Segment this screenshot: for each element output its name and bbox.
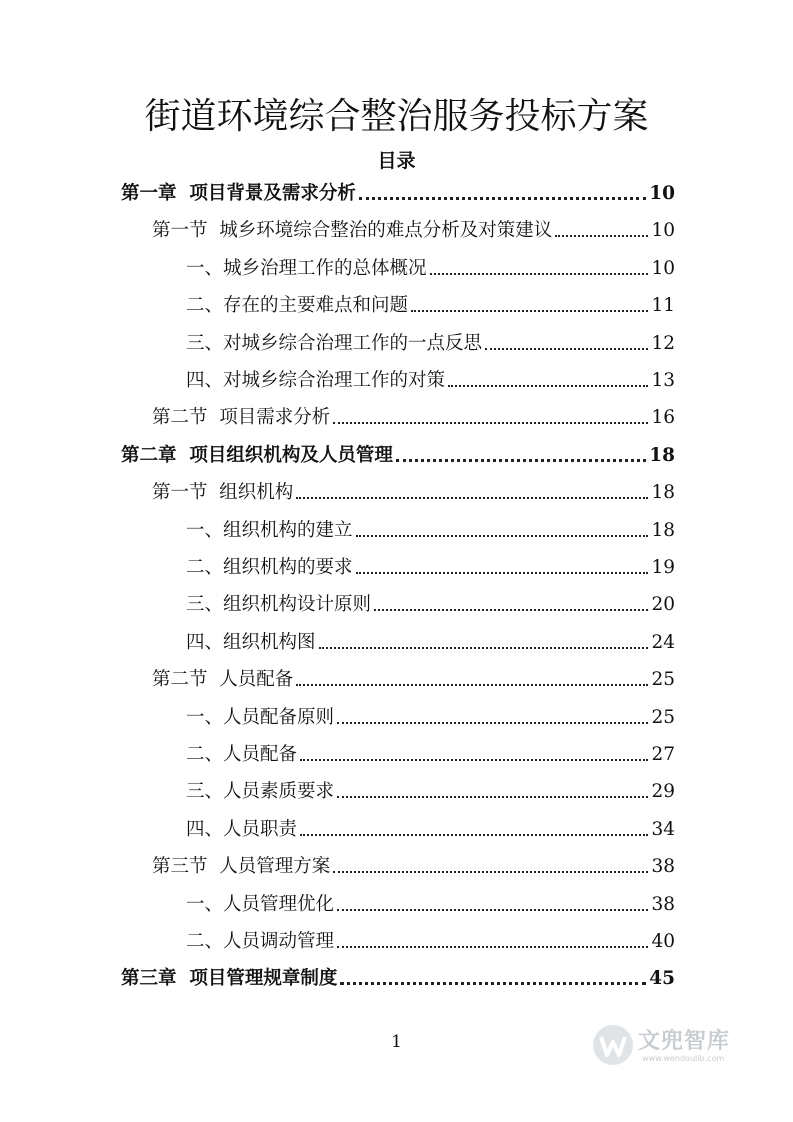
toc-entry-page: 25 (651, 669, 675, 691)
toc-entry-number: 第一节 (152, 482, 220, 504)
toc-entry-label: 对城乡综合治理工作的一点反思 (223, 332, 483, 354)
toc-entry[interactable] (186, 741, 675, 769)
toc-dot-leader (485, 348, 648, 350)
toc-entry[interactable] (186, 330, 675, 358)
toc-dot-leader (448, 385, 648, 387)
toc-entry-number: 三、 (186, 594, 224, 616)
toc-entry-page: 16 (651, 407, 675, 429)
toc-dot-leader (374, 609, 648, 611)
toc-dot-leader (430, 273, 649, 275)
toc-entry-number: 二、 (186, 295, 224, 317)
toc-dot-leader (356, 535, 649, 537)
toc-entry-number: 一、 (186, 519, 224, 541)
toc-dot-leader (555, 235, 648, 237)
toc-entry-page: 10 (649, 183, 675, 204)
toc-entry-number: 四、 (186, 370, 224, 391)
toc-entry-label: 人员素质要求 (223, 781, 335, 803)
toc-dot-leader (319, 647, 649, 649)
toc-entry-number: 二、 (186, 931, 224, 952)
toc-entry[interactable] (186, 591, 675, 619)
toc-dot-leader (337, 796, 648, 798)
toc-entry-page: 18 (651, 482, 675, 504)
toc-entry-label: 人员配备 (223, 744, 298, 765)
toc-entry-label: 人员配备原则 (223, 706, 335, 728)
toc-entry-page: 13 (651, 370, 675, 391)
toc-entry[interactable] (186, 891, 675, 919)
toc-entry-label: 人员管理优化 (223, 893, 335, 915)
toc-dot-leader (359, 197, 646, 200)
toc-entry-label: 人员管理方案 (219, 856, 331, 878)
toc-entry-number: 第一章 (121, 183, 190, 204)
toc-entry[interactable] (186, 704, 675, 732)
toc-entry-page: 19 (651, 557, 675, 578)
toc-entry[interactable] (186, 367, 675, 395)
toc-entry[interactable] (121, 180, 675, 208)
toc-entry-number: 第二章 (121, 444, 190, 466)
toc-entry-number: 一、 (186, 257, 224, 279)
toc-entry-page: 18 (651, 519, 675, 541)
toc-entry-label: 项目需求分析 (219, 407, 331, 429)
toc-entry-label: 组织机构设计原则 (223, 594, 372, 616)
toc-entry-page: 27 (651, 744, 675, 765)
page-number: 1 (391, 1032, 402, 1052)
toc-entry-label: 人员配备 (219, 669, 294, 691)
toc-entry-page: 45 (649, 968, 675, 990)
toc-dot-leader (337, 909, 648, 911)
toc-entry-number: 一、 (186, 706, 224, 728)
toc-entry-label: 对城乡综合治理工作的对策 (223, 370, 446, 391)
toc-dot-leader (356, 572, 649, 574)
toc-entry-label: 项目管理规章制度 (189, 968, 338, 990)
toc-dot-leader (296, 497, 648, 499)
watermark (590, 1020, 755, 1076)
toc-dot-leader (300, 834, 648, 836)
toc-entry-page: 10 (651, 257, 675, 279)
toc-heading: 目录 (377, 150, 416, 172)
toc-entry-page: 11 (651, 295, 675, 317)
toc-entry-label: 城乡治理工作的总体概况 (223, 257, 427, 279)
toc-dot-leader (337, 722, 648, 724)
toc-entry[interactable] (121, 965, 675, 993)
toc-dot-leader (296, 684, 648, 686)
toc-entry[interactable] (186, 778, 675, 806)
toc-entry-label: 城乡环境综合整治的难点分析及对策建议 (219, 220, 553, 242)
toc-entry-page: 29 (651, 781, 675, 803)
toc-entry-page: 38 (651, 893, 675, 915)
toc-dot-leader (411, 310, 648, 312)
toc-entry[interactable] (186, 517, 675, 545)
toc-entry-number: 第二节 (152, 669, 220, 691)
toc-entry-label: 组织机构的建立 (223, 519, 353, 541)
toc-entry[interactable] (186, 292, 675, 320)
toc-entry[interactable] (152, 666, 675, 694)
watermark-brand: 文兜智库 (638, 1029, 731, 1054)
toc-entry[interactable] (186, 629, 675, 657)
toc-dot-leader (333, 871, 648, 873)
toc-dot-leader (340, 982, 646, 985)
toc-entry-label: 项目背景及需求分析 (189, 183, 356, 204)
toc-entry-number: 一、 (186, 893, 224, 915)
toc-entry-number: 二、 (186, 744, 224, 765)
toc-entry[interactable] (186, 928, 675, 956)
toc-entry-page: 40 (651, 931, 675, 952)
toc-entry-number: 第三章 (121, 968, 190, 990)
toc-dot-leader (333, 422, 648, 424)
toc-entry-label: 人员调动管理 (223, 931, 335, 952)
toc-entry-number: 第三节 (152, 856, 220, 878)
toc-entry[interactable] (121, 442, 675, 470)
toc-entry[interactable] (152, 479, 675, 507)
toc-entry-page: 20 (651, 594, 675, 616)
toc-dot-leader (337, 946, 648, 948)
toc-entry-page: 38 (651, 856, 675, 878)
toc-entry-label: 组织机构的要求 (223, 557, 353, 578)
toc-entry-page: 24 (651, 631, 675, 653)
toc-entry-number: 四、 (186, 631, 224, 653)
toc-entry[interactable] (152, 853, 675, 881)
toc-entry-number: 第二节 (152, 407, 220, 429)
toc-entry-page: 25 (651, 706, 675, 728)
toc-dot-leader (396, 459, 646, 462)
toc-entry-label: 存在的主要难点和问题 (223, 295, 409, 317)
toc-entry-page: 18 (649, 444, 675, 466)
toc-entry-label: 项目组织机构及人员管理 (189, 444, 393, 466)
document-title: 街道环境综合整治服务投标方案 (144, 96, 649, 137)
toc-entry-number: 第一节 (152, 220, 220, 242)
toc-entry[interactable] (152, 404, 675, 432)
toc-entry-page: 12 (651, 332, 675, 354)
toc-entry-number: 三、 (186, 781, 224, 803)
watermark-url: www.wendoulib.com (642, 1054, 725, 1063)
toc-entry-label: 组织机构 (219, 482, 294, 504)
w-logo-icon (590, 1022, 636, 1068)
toc-entry-number: 四、 (186, 818, 224, 840)
toc-entry-page: 34 (651, 818, 675, 840)
toc-entry-label: 人员职责 (223, 818, 298, 840)
toc-entry[interactable] (186, 554, 675, 582)
toc-entry[interactable] (186, 816, 675, 844)
toc-dot-leader (300, 759, 648, 761)
toc-entry-number: 三、 (186, 332, 224, 354)
toc-entry-label: 组织机构图 (223, 631, 316, 653)
toc-entry[interactable] (152, 217, 675, 245)
toc-entry[interactable] (186, 255, 675, 283)
toc-entry-page: 10 (651, 220, 675, 242)
toc-entry-number: 二、 (186, 557, 224, 578)
